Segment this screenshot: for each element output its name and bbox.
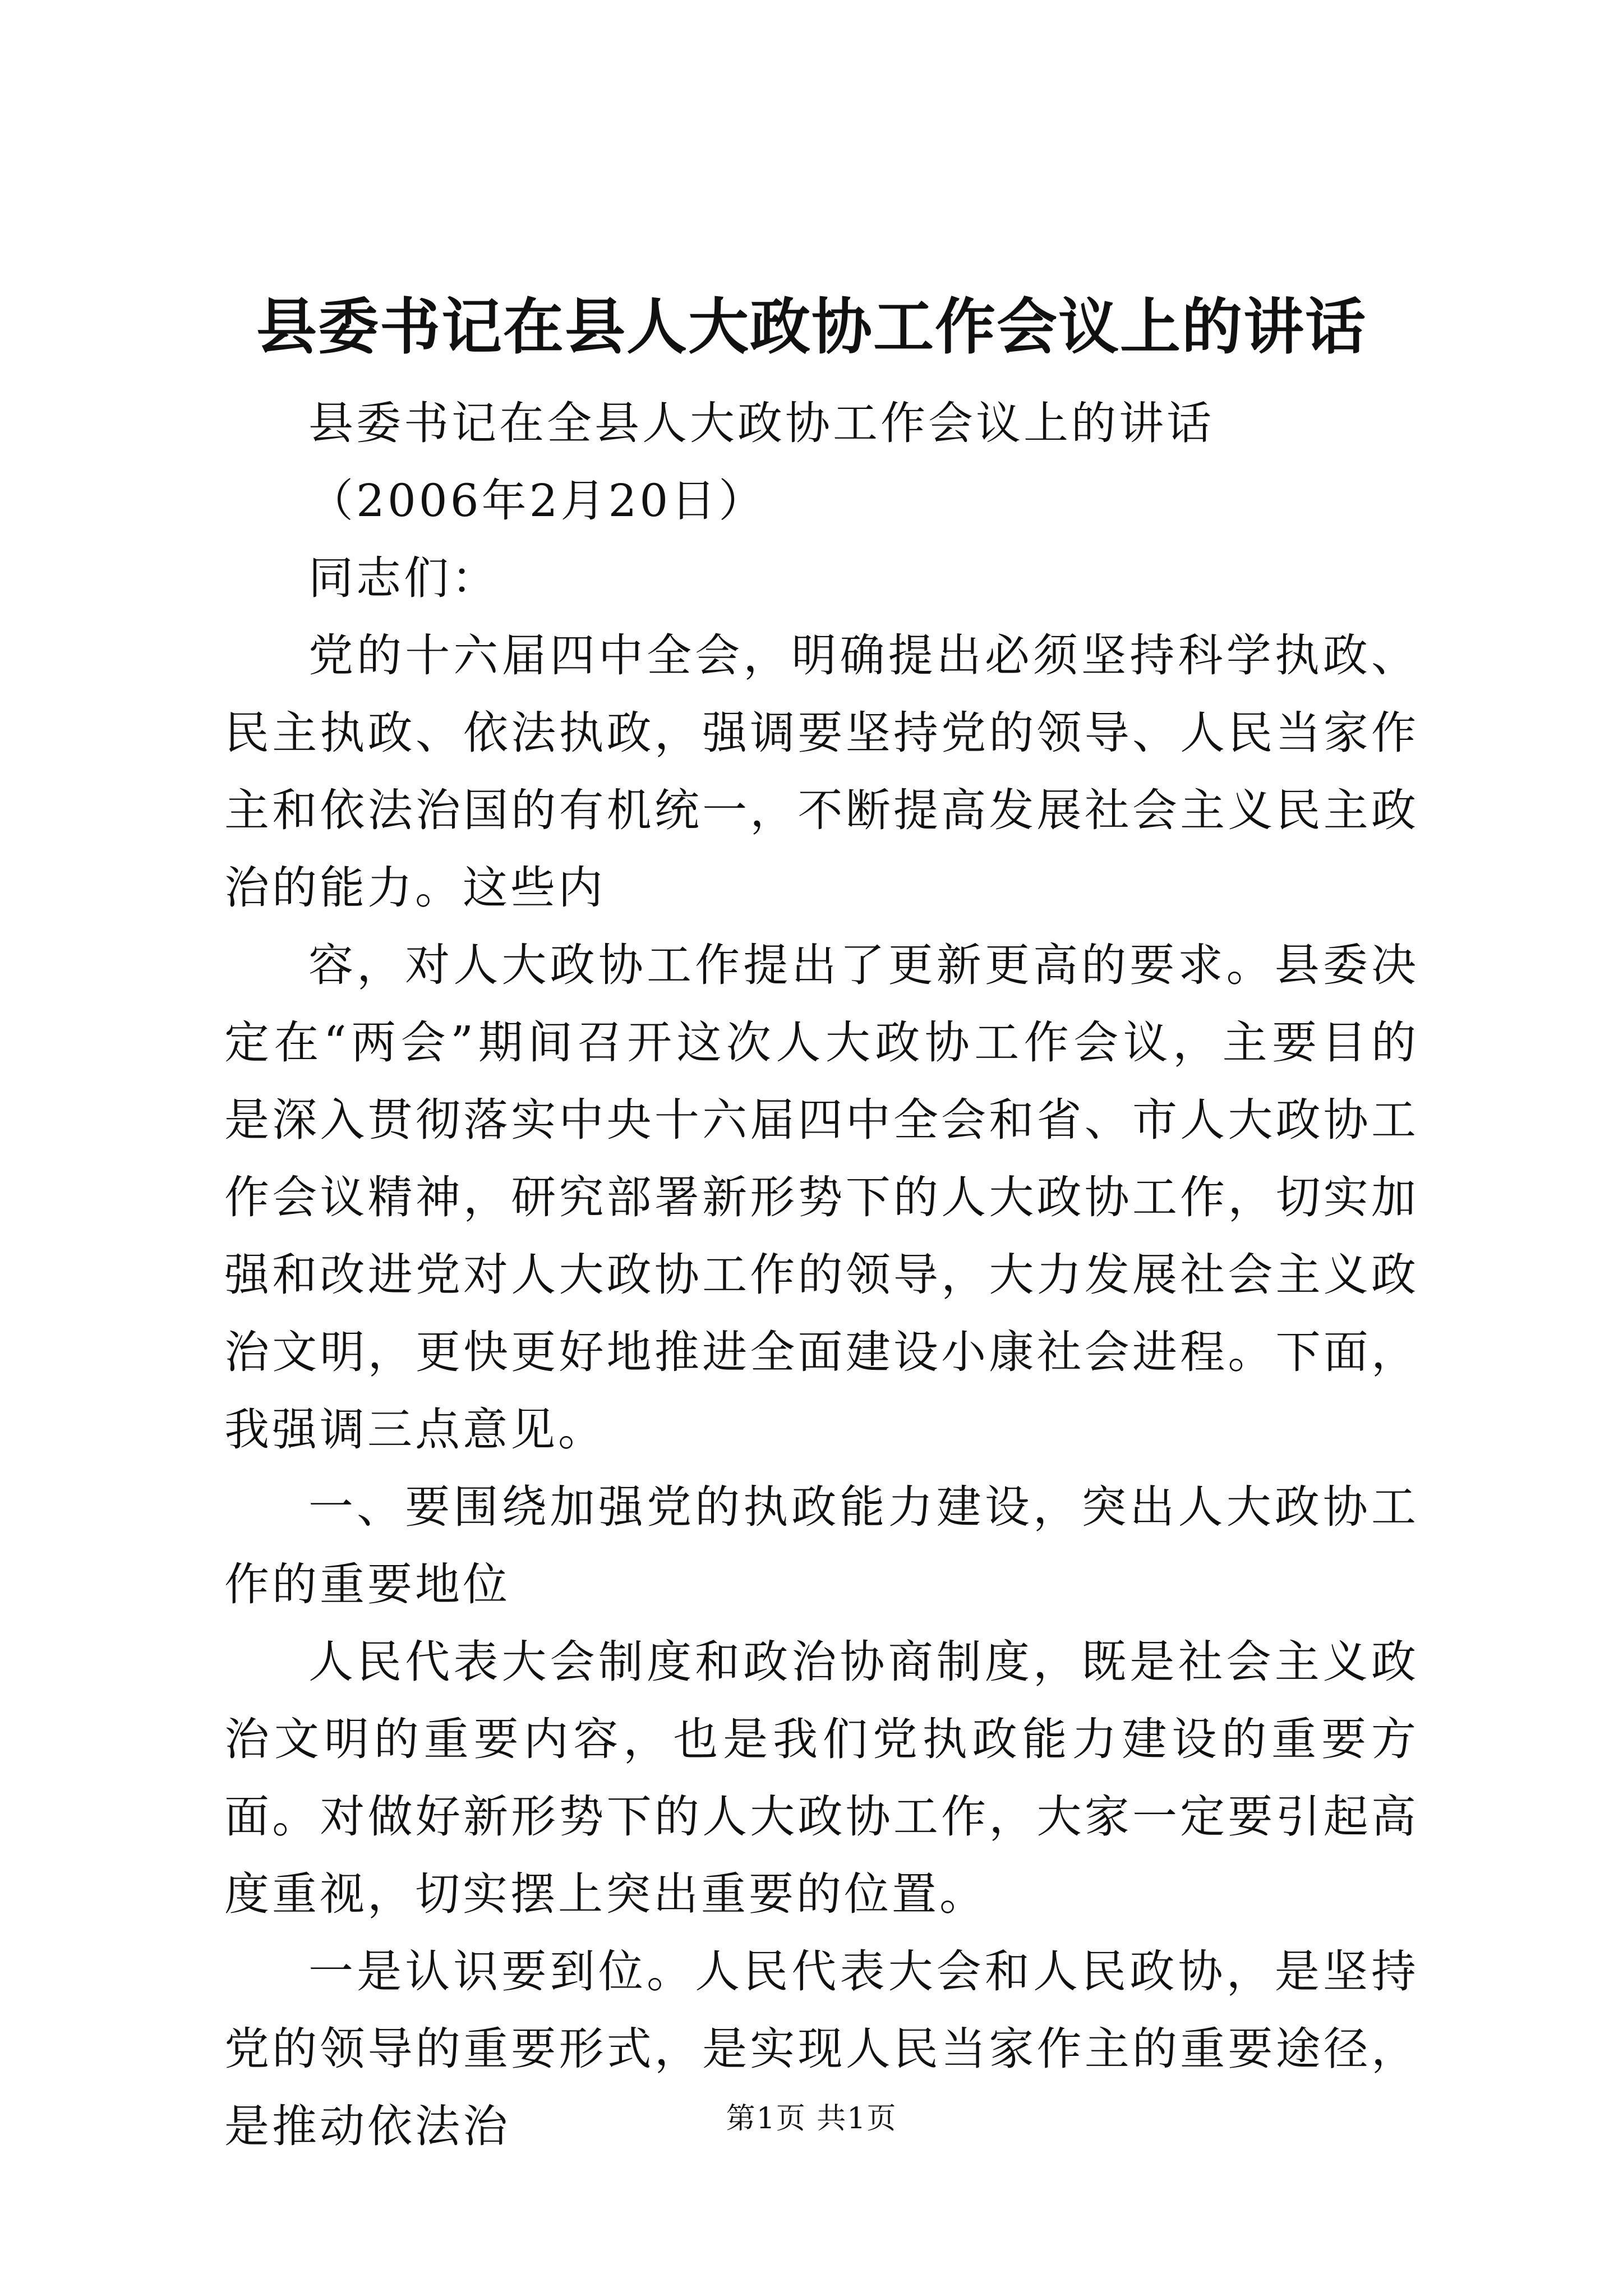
date-paragraph: （2006年2月20日） [308,475,767,527]
body-paragraph: 容，对人大政协工作提出了更新更高的要求。县委决定在“两会”期间召开这次人大政协工作会议，主要目的是深入贯彻落实中央十六届四中全会和省、市人大政协工作会议精神，研究部署新形势下的人大政协工作，切实加强和改进党对人大政协工作的领导，大力发展社会主义政治文明，更快更好地推进全面建设小康社会进程。下面，我强调三点意见。 [224,939,1419,1456]
body-paragraph: 一是认识要到位。人民代表大会和人民政协，是坚持党的领导的重要形式，是实现人民当家作主的重要途径，是推动依法治 [224,1945,1419,2152]
body-paragraph: 党的十六届四中全会，明确提出必须坚持科学执政、民主执政、依法执政，强调要坚持党的领导、人民当家作主和依法治国的有机统一，不断提高发展社会主义民主政治的能力。这些内 [224,629,1419,914]
subtitle-paragraph: 县委书记在全县人大政协工作会议上的讲话 [308,397,1214,449]
salutation-paragraph: 同志们： [308,552,499,604]
section-heading: 一、要围绕加强党的执政能力建设，突出人大政协工作的重要地位 [224,1481,1419,1611]
page-number-footer: 第1页 共1页 [726,2102,897,2136]
document-title: 县委书记在县人大政协工作会议上的讲话 [256,292,1367,362]
document-body [224,385,1419,2165]
body-paragraph: 人民代表大会制度和政治协商制度，既是社会主义政治文明的重要内容，也是我们党执政能力建设的重要方面。对做好新形势下的人大政协工作，大家一定要引起高度重视，切实摆上突出重要的位置。 [224,1636,1419,1920]
